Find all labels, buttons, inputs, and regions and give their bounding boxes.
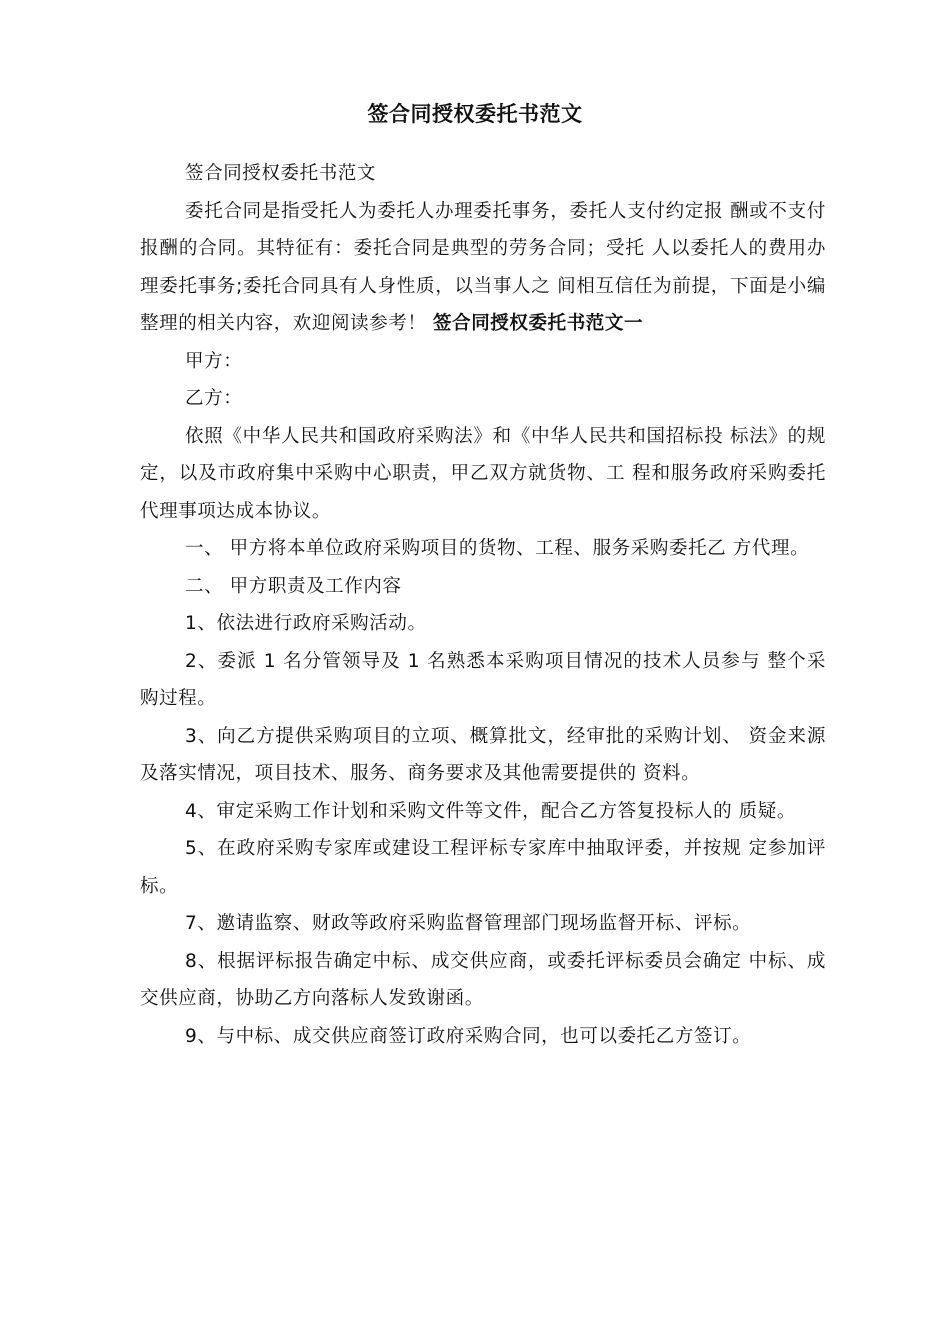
party-b-line: 乙方：	[185, 388, 243, 409]
party-a-line: 甲方：	[185, 350, 243, 372]
item-3: 3、向乙方提供采购项目的立项、概算批文，经审批的采购计划、 资金来源及落实情况，项目技术、服务、商务要求及其他需要提供的 资料。	[140, 725, 826, 784]
item-9: 9、与中标、成交供应商签订政府采购合同，也可以委托乙方签订。	[185, 1025, 752, 1047]
item-5: 5、在政府采购专家库或建设工程评标专家库中抽取评委，并按规 定参加评标。	[140, 838, 826, 897]
intro-paragraph	[140, 193, 826, 343]
item-1: 1、依法进行政府采购活动。	[185, 613, 427, 634]
item-2: 2、委派 1 名分管领导及 1 名熟悉本采购项目情况的技术人员参与 整个采购过程。	[140, 650, 826, 709]
clause-2-heading: 二、 甲方职责及工作内容	[185, 575, 402, 597]
document-body	[140, 155, 826, 1055]
subtitle-paragraph: 签合同授权委托书范文	[185, 163, 377, 184]
item-7: 7、邀请监察、财政等政府采购监督管理部门现场监督开标、评标。	[185, 913, 752, 934]
intro-text: 委托合同是指受托人为委托人办理委托事务，委托人支付约定报 酬或不支付报酬的合同。其特征有：委托合同是典型的劳务合同；受托 人以委托人的费用办理委托事务;委托合同具有人身性质，以当事人之 间相互信任为前提，下面是小编整理的相关内容，欢迎阅读参考！	[140, 200, 826, 334]
item-4: 4、审定采购工作计划和采购文件等文件，配合乙方答复投标人的 质疑。	[185, 800, 796, 822]
basis-paragraph: 依照《中华人民共和国政府采购法》和《中华人民共和国招标投 标法》的规定，以及市政府集中采购中心职责，甲乙双方就货物、工 程和服务政府采购委托代理事项达成本协议。	[140, 425, 826, 522]
section-heading: 签合同授权委托书范文一	[433, 313, 644, 334]
item-8: 8、根据评标报告确定中标、成交供应商，或委托评标委员会确定 中标、成交供应商，协助乙方向落标人发致谢函。	[140, 950, 826, 1009]
document-title: 签合同授权委托书范文	[367, 102, 583, 126]
clause-1-paragraph: 一、 甲方将本单位政府采购项目的货物、工程、服务采购委托乙 方代理。	[185, 538, 810, 559]
